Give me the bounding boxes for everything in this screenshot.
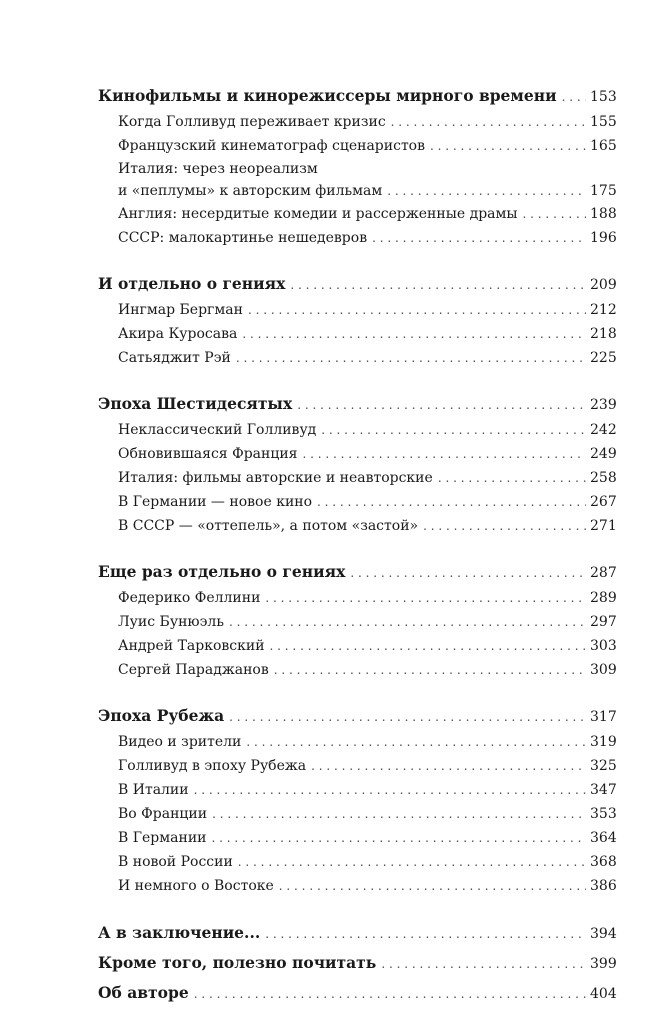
toc-item[interactable] (98, 226, 616, 250)
toc-item[interactable] (98, 586, 616, 610)
toc-item-page: 289 (590, 590, 617, 606)
toc-item-title: Сергей Параджанов (118, 662, 269, 678)
toc-item[interactable] (98, 826, 616, 850)
dot-leader (246, 730, 586, 754)
dot-leader (274, 658, 586, 682)
toc-item[interactable] (98, 730, 616, 754)
toc-item-title: В Италии (118, 782, 189, 798)
toc-item-title: И немного о Востоке (118, 878, 274, 894)
toc-item[interactable] (98, 490, 616, 514)
toc-item-title: Луис Бунюэль (118, 614, 224, 630)
toc-item-page: 267 (590, 494, 617, 510)
toc-item[interactable] (98, 442, 616, 466)
toc-heading[interactable] (98, 918, 616, 948)
toc-item-title: СССР: малокартинье нешедевров (118, 230, 368, 246)
dot-leader (211, 826, 586, 850)
dot-leader (321, 418, 586, 442)
toc-heading-page: 209 (590, 277, 617, 293)
toc-item-page: 196 (590, 230, 617, 246)
toc-item[interactable] (98, 802, 616, 826)
dot-leader (229, 610, 586, 634)
toc-heading-page: 287 (590, 565, 617, 581)
dot-leader (265, 586, 586, 610)
toc-heading-title: Об авторе (98, 983, 189, 1002)
toc-item-title: Сатьяджит Рэй (118, 350, 231, 366)
toc-heading[interactable] (98, 558, 616, 586)
toc-heading[interactable] (98, 270, 616, 298)
dot-leader (236, 346, 586, 370)
toc-item[interactable] (98, 134, 616, 158)
dot-leader (317, 490, 586, 514)
toc-item-page: 319 (590, 734, 617, 750)
toc-item-title: Италия: фильмы авторские и неавторские (118, 470, 433, 486)
dot-leader (194, 778, 586, 802)
dot-leader (391, 110, 586, 134)
dot-leader (290, 271, 586, 299)
toc-item-title: В СССР — «оттепель», а потом «застой» (118, 518, 419, 534)
toc-item-title: Неклассический Голливуд (118, 422, 317, 438)
toc-heading-title: Эпоха Рубежа (98, 706, 225, 725)
toc-heading[interactable] (98, 390, 616, 418)
dot-leader (229, 703, 586, 731)
toc-item-page: 297 (590, 614, 617, 630)
toc-item-title: Андрей Тарковский (118, 638, 265, 654)
toc-item-page: 249 (590, 446, 617, 462)
toc-item[interactable] (98, 634, 616, 658)
toc-heading-page: 239 (590, 397, 617, 413)
toc-item-page: 155 (590, 114, 617, 130)
toc-section (98, 558, 616, 682)
toc-item-page: 386 (590, 878, 617, 894)
table-of-contents (98, 82, 616, 1028)
toc-item-page: 347 (590, 782, 617, 798)
dot-leader (430, 134, 586, 158)
toc-heading-page: 394 (590, 926, 617, 942)
toc-item[interactable] (98, 110, 616, 134)
toc-item-title: Во Франции (118, 806, 208, 822)
toc-item-title: Когда Голливуд переживает кризис (118, 114, 386, 130)
dot-leader (279, 874, 586, 898)
toc-item-page: 271 (590, 518, 617, 534)
toc-heading[interactable] (98, 948, 616, 978)
dot-leader (238, 850, 586, 874)
toc-item-title: Федерико Феллини (118, 590, 261, 606)
toc-section (98, 702, 616, 898)
dot-leader (523, 202, 586, 226)
toc-heading-title: Кинофильмы и кинорежиссеры мирного времени (98, 86, 557, 105)
dot-leader (562, 83, 586, 111)
dot-leader (212, 802, 586, 826)
toc-item-page: 165 (590, 138, 617, 154)
toc-item-page: 188 (590, 206, 617, 222)
toc-item[interactable] (98, 850, 616, 874)
dot-leader (387, 180, 586, 202)
toc-item-page: 225 (590, 350, 617, 366)
toc-item-title: Ингмар Бергман (118, 302, 243, 318)
toc-item-page: 218 (590, 326, 617, 342)
toc-item-page: 303 (590, 638, 617, 654)
toc-section (98, 82, 616, 250)
dot-leader (303, 442, 586, 466)
toc-item-title: и «пеплумы» к авторским фильмам (118, 183, 383, 199)
toc-heading[interactable] (98, 978, 616, 1008)
toc-item[interactable] (98, 514, 616, 538)
toc-heading-title: Эпоха Шестидесятых (98, 394, 293, 413)
dot-leader (265, 919, 586, 949)
dot-leader (423, 514, 586, 538)
toc-heading-title: Кроме того, полезно почитать (98, 953, 377, 972)
toc-item-title: В новой России (118, 854, 233, 870)
toc-item[interactable] (98, 658, 616, 682)
toc-item-page: 212 (590, 302, 617, 318)
toc-item[interactable] (98, 202, 616, 226)
toc-heading-page: 153 (590, 89, 617, 105)
toc-item-page: 353 (590, 806, 617, 822)
toc-heading-title: И отдельно о гениях (98, 274, 286, 293)
toc-item-page: 364 (590, 830, 617, 846)
toc-heading[interactable] (98, 82, 616, 110)
toc-item[interactable] (98, 322, 616, 346)
toc-item[interactable] (98, 466, 616, 490)
toc-item-title: Англия: несердитые комедии и рассерженные драмы (118, 206, 518, 222)
dot-leader (194, 979, 586, 1009)
dot-leader (242, 322, 586, 346)
toc-heading-page: 317 (590, 709, 617, 725)
dot-leader (372, 226, 586, 250)
toc-item-page: 325 (590, 758, 617, 774)
toc-heading[interactable] (98, 702, 616, 730)
toc-item-page: 368 (590, 854, 617, 870)
toc-item-title: Голливуд в эпоху Рубежа (118, 758, 307, 774)
toc-item-title-line1: Италия: через неореализм (118, 161, 318, 177)
toc-item-title: Обновившаяся Франция (118, 446, 298, 462)
toc-item[interactable] (98, 298, 616, 322)
toc-section (98, 390, 616, 538)
toc-item[interactable] (98, 346, 616, 370)
toc-heading-title: А в заключение... (98, 923, 261, 942)
dot-leader (270, 634, 586, 658)
toc-item[interactable] (98, 610, 616, 634)
toc-item-page: 242 (590, 422, 617, 438)
toc-heading-page: 399 (590, 956, 617, 972)
dot-leader (248, 298, 586, 322)
toc-item[interactable] (98, 778, 616, 802)
toc-heading-title: Еще раз отдельно о гениях (98, 562, 346, 581)
toc-item-page: 309 (590, 662, 617, 678)
toc-item-title: Акира Куросава (118, 326, 238, 342)
dot-leader (311, 754, 586, 778)
toc-item[interactable] (98, 418, 616, 442)
dot-leader (381, 949, 586, 979)
dot-leader (297, 391, 586, 419)
toc-item-title: Французский кинематограф сценаристов (118, 138, 425, 154)
toc-heading-page: 404 (590, 986, 617, 1002)
dot-leader (438, 466, 586, 490)
toc-item[interactable] (98, 754, 616, 778)
toc-item[interactable] (98, 158, 616, 202)
toc-item[interactable] (98, 874, 616, 898)
toc-item-page: 258 (590, 470, 617, 486)
toc-item-title: Видео и зрители (118, 734, 242, 750)
toc-item-page: 175 (590, 183, 617, 199)
toc-item-title: В Германии (118, 830, 207, 846)
toc-item-title: В Германии — новое кино (118, 494, 313, 510)
dot-leader (350, 559, 586, 587)
toc-final-section (98, 918, 616, 1008)
toc-section (98, 270, 616, 370)
